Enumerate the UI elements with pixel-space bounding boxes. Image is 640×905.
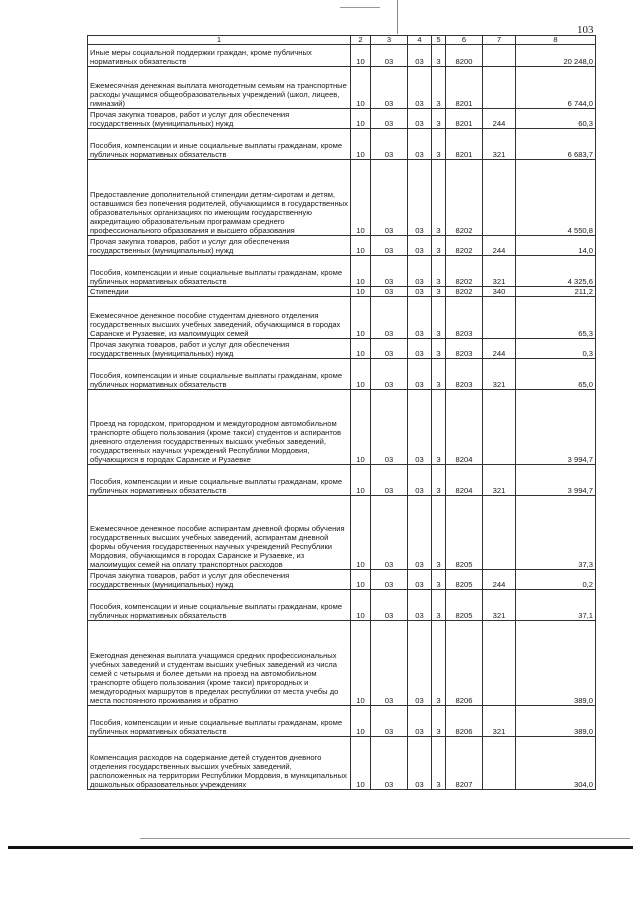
section-code-cell: 10 xyxy=(351,737,371,790)
section-code-cell: 10 xyxy=(351,236,371,256)
amount-cell: 65,3 xyxy=(516,297,596,339)
row-name-cell: Ежегодная денежная выплата учащимся средних профессиональных учебных заведений и студентам высших учебных заведений из числа семей с четырьмя и более детьми на проезд на автомобильном транспорте общего пользования (кроме такси) пригородных и междугородных маршрутов в пределах республики от места учебы до места постоянного проживания и обратно xyxy=(88,621,351,706)
expense-type-cell xyxy=(483,160,516,236)
row-name-cell: Пособия, компенсации и иные социальные выплаты гражданам, кроме публичных нормативных обязательств xyxy=(88,590,351,621)
target-code-cell: 8204 xyxy=(446,465,483,496)
program-code-cell: 3 xyxy=(432,297,446,339)
program-code-cell: 3 xyxy=(432,737,446,790)
section-code-cell: 10 xyxy=(351,45,371,67)
table-row xyxy=(88,570,596,590)
expense-type-cell xyxy=(483,67,516,109)
subsection-code-cell: 03 xyxy=(371,339,408,359)
divider xyxy=(8,846,633,849)
section-code-cell: 10 xyxy=(351,465,371,496)
section-code-cell: 10 xyxy=(351,590,371,621)
table-row xyxy=(88,160,596,236)
budget-table xyxy=(87,35,596,790)
amount-cell: 14,0 xyxy=(516,236,596,256)
subsection-code-cell: 03 xyxy=(408,465,432,496)
table-row xyxy=(88,339,596,359)
expense-type-cell xyxy=(483,496,516,570)
program-code-cell: 3 xyxy=(432,256,446,287)
expense-type-cell: 321 xyxy=(483,256,516,287)
table-row xyxy=(88,236,596,256)
target-code-cell: 8203 xyxy=(446,339,483,359)
subsection-code-cell: 03 xyxy=(408,570,432,590)
subsection-code-cell: 03 xyxy=(371,621,408,706)
subsection-code-cell: 03 xyxy=(408,45,432,67)
section-code-cell: 10 xyxy=(351,67,371,109)
section-code-cell: 10 xyxy=(351,359,371,390)
table-row xyxy=(88,287,596,297)
section-code-cell: 10 xyxy=(351,297,371,339)
row-name-cell: Прочая закупка товаров, работ и услуг для обеспечения государственных (муниципальных) нужд xyxy=(88,236,351,256)
target-code-cell: 8207 xyxy=(446,737,483,790)
subsection-code-cell: 03 xyxy=(371,109,408,129)
target-code-cell: 8202 xyxy=(446,256,483,287)
expense-type-cell: 244 xyxy=(483,109,516,129)
row-name-cell: Прочая закупка товаров, работ и услуг для обеспечения государственных (муниципальных) нужд xyxy=(88,339,351,359)
row-name-cell: Прочая закупка товаров, работ и услуг для обеспечения государственных (муниципальных) нужд xyxy=(88,570,351,590)
subsection-code-cell: 03 xyxy=(408,129,432,160)
amount-cell: 0,3 xyxy=(516,339,596,359)
target-code-cell: 8205 xyxy=(446,590,483,621)
expense-type-cell: 244 xyxy=(483,570,516,590)
subsection-code-cell: 03 xyxy=(371,297,408,339)
table-row xyxy=(88,359,596,390)
column-header: 4 xyxy=(408,36,432,45)
row-name-cell: Пособия, компенсации и иные социальные выплаты гражданам, кроме публичных нормативных обязательств xyxy=(88,706,351,737)
subsection-code-cell: 03 xyxy=(408,160,432,236)
amount-cell: 37,1 xyxy=(516,590,596,621)
table-body xyxy=(88,45,596,790)
table-row xyxy=(88,109,596,129)
scan-artifact-line xyxy=(340,7,380,8)
target-code-cell: 8203 xyxy=(446,297,483,339)
subsection-code-cell: 03 xyxy=(408,590,432,621)
section-code-cell: 10 xyxy=(351,339,371,359)
subsection-code-cell: 03 xyxy=(408,236,432,256)
subsection-code-cell: 03 xyxy=(408,737,432,790)
table-row xyxy=(88,496,596,570)
target-code-cell: 8201 xyxy=(446,129,483,160)
section-code-cell: 10 xyxy=(351,256,371,287)
target-code-cell: 8206 xyxy=(446,706,483,737)
subsection-code-cell: 03 xyxy=(408,339,432,359)
target-code-cell: 8200 xyxy=(446,45,483,67)
subsection-code-cell: 03 xyxy=(371,496,408,570)
program-code-cell: 3 xyxy=(432,67,446,109)
subsection-code-cell: 03 xyxy=(408,67,432,109)
scan-artifact-line xyxy=(397,0,398,34)
subsection-code-cell: 03 xyxy=(371,465,408,496)
table-header-row xyxy=(88,36,596,45)
subsection-code-cell: 03 xyxy=(408,706,432,737)
row-name-cell: Проезд на городском, пригородном и междугородном автомобильном транспорте общего пользования (кроме такси) студентов и аспирантов дневного отделения государственных высших учебных заведений, государственных научных учреждений Республики Мордовия, обучающихся в городах Саранске и Рузаевке xyxy=(88,390,351,465)
section-code-cell: 10 xyxy=(351,570,371,590)
subsection-code-cell: 03 xyxy=(408,287,432,297)
target-code-cell: 8204 xyxy=(446,390,483,465)
page-number: 103 xyxy=(577,24,594,36)
table-row xyxy=(88,465,596,496)
amount-cell: 4 325,6 xyxy=(516,256,596,287)
program-code-cell: 3 xyxy=(432,390,446,465)
subsection-code-cell: 03 xyxy=(371,287,408,297)
amount-cell: 60,3 xyxy=(516,109,596,129)
amount-cell: 37,3 xyxy=(516,496,596,570)
subsection-code-cell: 03 xyxy=(408,359,432,390)
target-code-cell: 8202 xyxy=(446,236,483,256)
program-code-cell: 3 xyxy=(432,236,446,256)
table-row xyxy=(88,590,596,621)
row-name-cell: Пособия, компенсации и иные социальные выплаты гражданам, кроме публичных нормативных обязательств xyxy=(88,465,351,496)
subsection-code-cell: 03 xyxy=(371,570,408,590)
section-code-cell: 10 xyxy=(351,621,371,706)
subsection-code-cell: 03 xyxy=(408,109,432,129)
target-code-cell: 8203 xyxy=(446,359,483,390)
column-header: 2 xyxy=(351,36,371,45)
row-name-cell: Компенсация расходов на содержание детей студентов дневного отделения государственных высших учебных заведений, расположенных на территории Республики Мордовия, в муниципальных дошкольных образовательных учреждениях xyxy=(88,737,351,790)
amount-cell: 0,2 xyxy=(516,570,596,590)
subsection-code-cell: 03 xyxy=(408,256,432,287)
subsection-code-cell: 03 xyxy=(371,236,408,256)
section-code-cell: 10 xyxy=(351,390,371,465)
target-code-cell: 8205 xyxy=(446,570,483,590)
subsection-code-cell: 03 xyxy=(371,129,408,160)
column-header: 5 xyxy=(432,36,446,45)
program-code-cell: 3 xyxy=(432,590,446,621)
row-name-cell: Ежемесячное денежное пособие аспирантам дневной формы обучения государственных высших учебных заведений, аспирантам дневной формы обучения государственных научных учреждений Республики Мордовия, обучающимся в городах Саранске и Рузаевке, из малоимущих семей на оплату транспортных расходов xyxy=(88,496,351,570)
subsection-code-cell: 03 xyxy=(371,160,408,236)
table-row xyxy=(88,67,596,109)
section-code-cell: 10 xyxy=(351,129,371,160)
amount-cell: 3 994,7 xyxy=(516,465,596,496)
program-code-cell: 3 xyxy=(432,339,446,359)
program-code-cell: 3 xyxy=(432,621,446,706)
expense-type-cell: 321 xyxy=(483,129,516,160)
target-code-cell: 8202 xyxy=(446,287,483,297)
expense-type-cell xyxy=(483,737,516,790)
expense-type-cell: 244 xyxy=(483,339,516,359)
expense-type-cell: 340 xyxy=(483,287,516,297)
column-header: 6 xyxy=(446,36,483,45)
amount-cell: 4 550,8 xyxy=(516,160,596,236)
expense-type-cell xyxy=(483,297,516,339)
amount-cell: 3 994,7 xyxy=(516,390,596,465)
table-row xyxy=(88,297,596,339)
row-name-cell: Пособия, компенсации и иные социальные выплаты гражданам, кроме публичных нормативных обязательств xyxy=(88,129,351,160)
program-code-cell: 3 xyxy=(432,465,446,496)
program-code-cell: 3 xyxy=(432,570,446,590)
subsection-code-cell: 03 xyxy=(371,67,408,109)
expense-type-cell: 321 xyxy=(483,590,516,621)
target-code-cell: 8206 xyxy=(446,621,483,706)
subsection-code-cell: 03 xyxy=(371,359,408,390)
row-name-cell: Пособия, компенсации и иные социальные выплаты гражданам, кроме публичных нормативных обязательств xyxy=(88,359,351,390)
amount-cell: 304,0 xyxy=(516,737,596,790)
subsection-code-cell: 03 xyxy=(371,706,408,737)
expense-type-cell xyxy=(483,390,516,465)
amount-cell: 389,0 xyxy=(516,706,596,737)
expense-type-cell xyxy=(483,45,516,67)
table-row xyxy=(88,621,596,706)
program-code-cell: 3 xyxy=(432,359,446,390)
row-name-cell: Ежемесячное денежное пособие студентам дневного отделения государственных высших учебных заведений, обучающимся в городах Саранске и Рузаевке, из малоимущих семей xyxy=(88,297,351,339)
section-code-cell: 10 xyxy=(351,496,371,570)
expense-type-cell: 244 xyxy=(483,236,516,256)
row-name-cell: Иные меры социальной поддержки граждан, кроме публичных нормативных обязательств xyxy=(88,45,351,67)
expense-type-cell: 321 xyxy=(483,706,516,737)
row-name-cell: Пособия, компенсации и иные социальные выплаты гражданам, кроме публичных нормативных обязательств xyxy=(88,256,351,287)
table-row xyxy=(88,737,596,790)
amount-cell: 20 248,0 xyxy=(516,45,596,67)
subsection-code-cell: 03 xyxy=(371,45,408,67)
row-name-cell: Стипендии xyxy=(88,287,351,297)
section-code-cell: 10 xyxy=(351,109,371,129)
table-row xyxy=(88,706,596,737)
expense-type-cell: 321 xyxy=(483,465,516,496)
subsection-code-cell: 03 xyxy=(408,390,432,465)
divider xyxy=(140,838,630,839)
subsection-code-cell: 03 xyxy=(408,297,432,339)
program-code-cell: 3 xyxy=(432,706,446,737)
program-code-cell: 3 xyxy=(432,45,446,67)
amount-cell: 6 744,0 xyxy=(516,67,596,109)
subsection-code-cell: 03 xyxy=(408,621,432,706)
subsection-code-cell: 03 xyxy=(408,496,432,570)
column-header: 7 xyxy=(483,36,516,45)
subsection-code-cell: 03 xyxy=(371,256,408,287)
row-name-cell: Ежемесячная денежная выплата многодетным семьям на транспортные расходы учащимся общеобразовательных учреждений (школ, лицеев, гимназий) xyxy=(88,67,351,109)
section-code-cell: 10 xyxy=(351,160,371,236)
column-header: 3 xyxy=(371,36,408,45)
program-code-cell: 3 xyxy=(432,129,446,160)
expense-type-cell xyxy=(483,621,516,706)
amount-cell: 211,2 xyxy=(516,287,596,297)
row-name-cell: Предоставление дополнительной стипендии детям-сиротам и детям, оставшимся без попечения родителей, обучающимся в государственных образовательных организациях по имеющим государственную аккредитацию образовательным программам среднего профессионального образования и высшего образования xyxy=(88,160,351,236)
target-code-cell: 8202 xyxy=(446,160,483,236)
program-code-cell: 3 xyxy=(432,287,446,297)
amount-cell: 65,0 xyxy=(516,359,596,390)
expense-type-cell: 321 xyxy=(483,359,516,390)
program-code-cell: 3 xyxy=(432,160,446,236)
amount-cell: 389,0 xyxy=(516,621,596,706)
column-header: 8 xyxy=(516,36,596,45)
table-row xyxy=(88,45,596,67)
program-code-cell: 3 xyxy=(432,109,446,129)
subsection-code-cell: 03 xyxy=(371,737,408,790)
target-code-cell: 8201 xyxy=(446,109,483,129)
section-code-cell: 10 xyxy=(351,706,371,737)
target-code-cell: 8205 xyxy=(446,496,483,570)
table-row xyxy=(88,129,596,160)
table-row xyxy=(88,256,596,287)
section-code-cell: 10 xyxy=(351,287,371,297)
table-row xyxy=(88,390,596,465)
target-code-cell: 8201 xyxy=(446,67,483,109)
subsection-code-cell: 03 xyxy=(371,590,408,621)
subsection-code-cell: 03 xyxy=(371,390,408,465)
column-header: 1 xyxy=(88,36,351,45)
amount-cell: 6 683,7 xyxy=(516,129,596,160)
row-name-cell: Прочая закупка товаров, работ и услуг для обеспечения государственных (муниципальных) нужд xyxy=(88,109,351,129)
program-code-cell: 3 xyxy=(432,496,446,570)
